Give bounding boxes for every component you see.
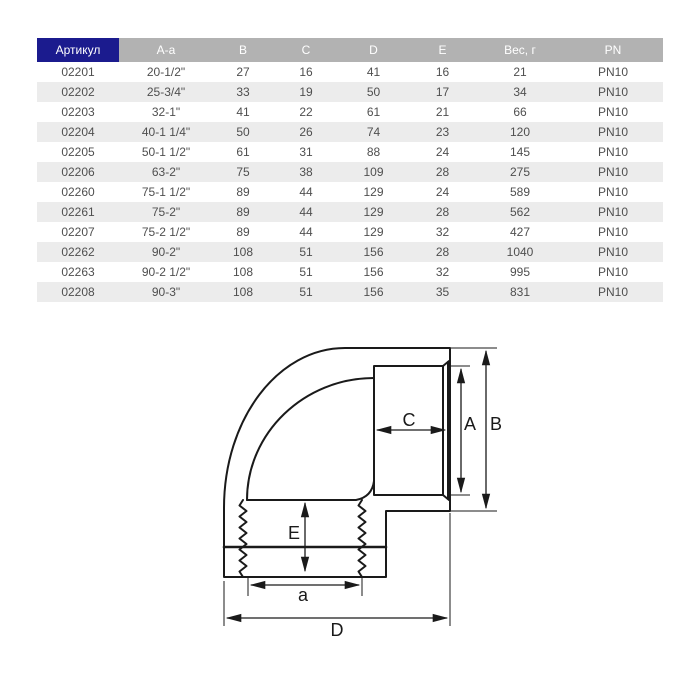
table-cell: 63-2" <box>151 165 181 179</box>
table-cell: 44 <box>299 185 313 199</box>
table-cell: 61 <box>366 105 381 119</box>
table-cell: 66 <box>513 105 527 119</box>
table-row <box>37 282 663 302</box>
table-cell: PN10 <box>597 105 629 119</box>
table-row <box>37 202 663 222</box>
column-header-0: Артикул <box>37 38 119 62</box>
table-cell: 40-1 1/4" <box>141 125 191 139</box>
table-cell: 75 <box>236 165 250 179</box>
table-cell: 02206 <box>61 165 95 179</box>
table-cell: 02261 <box>61 205 95 219</box>
column-header-7: PN <box>563 38 663 62</box>
table-cell: 51 <box>299 245 313 259</box>
table-cell: 129 <box>363 225 384 239</box>
table-cell: 02202 <box>61 85 95 99</box>
table-row <box>37 102 663 122</box>
table-cell: 90-2" <box>151 245 181 259</box>
table-cell: PN10 <box>597 285 629 299</box>
table-cell: 19 <box>299 85 313 99</box>
table-cell: 129 <box>363 205 384 219</box>
table-cell: PN10 <box>597 225 629 239</box>
table-cell: 22 <box>299 105 313 119</box>
table-cell: 28 <box>435 165 450 179</box>
table-cell: 41 <box>366 65 381 79</box>
table-cell: 75-2 1/2" <box>141 225 191 239</box>
table-cell: 89 <box>236 225 250 239</box>
table-cell: PN10 <box>597 145 629 159</box>
table-row <box>37 162 663 182</box>
table-cell: 156 <box>363 245 384 259</box>
table-cell: PN10 <box>597 165 629 179</box>
table-cell: 275 <box>509 165 531 179</box>
table-cell: 32 <box>435 225 450 239</box>
table-cell: 108 <box>232 265 254 279</box>
table-cell: 32-1" <box>151 105 181 119</box>
column-header-5: E <box>408 38 477 62</box>
table-cell: 51 <box>299 285 313 299</box>
table-cell: 38 <box>299 165 313 179</box>
table-row <box>37 62 663 82</box>
spec-table-header <box>37 38 663 62</box>
table-cell: 02262 <box>61 245 95 259</box>
table-cell: 44 <box>299 205 313 219</box>
table-cell: 17 <box>435 85 450 99</box>
table-cell: PN10 <box>597 205 629 219</box>
table-cell: 26 <box>299 125 313 139</box>
table-cell: 23 <box>435 125 450 139</box>
table-cell: 74 <box>366 125 381 139</box>
spec-table-body <box>37 62 663 302</box>
table-cell: 129 <box>363 185 384 199</box>
table-cell: 20-1/2" <box>146 65 186 79</box>
table-row <box>37 82 663 102</box>
table-cell: 89 <box>236 185 250 199</box>
table-cell: 145 <box>509 145 531 159</box>
table-cell: 25-3/4" <box>146 85 186 99</box>
table-cell: 109 <box>363 165 384 179</box>
table-cell: PN10 <box>597 85 629 99</box>
table-cell: 02260 <box>61 185 95 199</box>
table-cell: 156 <box>363 265 384 279</box>
table-cell: PN10 <box>597 185 629 199</box>
column-header-2: B <box>213 38 273 62</box>
table-cell: 75-2" <box>151 205 181 219</box>
fitting-diagram <box>195 330 515 670</box>
dim-label-a: A <box>463 414 477 434</box>
table-cell: 108 <box>232 285 254 299</box>
elbow-inner-arc <box>247 378 374 500</box>
table-cell: 427 <box>509 225 531 239</box>
table-cell: PN10 <box>597 265 629 279</box>
table-row <box>37 122 663 142</box>
thread-left-zigzag <box>240 500 247 577</box>
table-row <box>37 142 663 162</box>
table-cell: 32 <box>435 265 450 279</box>
table-cell: 02201 <box>61 65 95 79</box>
table-cell: 61 <box>236 145 250 159</box>
thread-bore-top <box>247 481 374 500</box>
table-cell: 562 <box>509 205 531 219</box>
table-cell: 75-1 1/2" <box>141 185 191 199</box>
table-cell: 831 <box>509 285 531 299</box>
table-cell: 24 <box>435 145 450 159</box>
table-row <box>37 262 663 282</box>
table-cell: PN10 <box>597 65 629 79</box>
table-cell: 28 <box>435 245 450 259</box>
column-header-6: Вес, г <box>477 38 563 62</box>
table-cell: 108 <box>232 245 254 259</box>
table-cell: 51 <box>299 265 313 279</box>
table-cell: 28 <box>435 205 450 219</box>
header-row <box>37 38 663 62</box>
table-row <box>37 182 663 202</box>
spec-table <box>37 38 663 302</box>
table-cell: 33 <box>236 85 250 99</box>
dim-label-b: B <box>489 414 503 434</box>
table-cell: 35 <box>435 285 450 299</box>
dim-label-e: E <box>287 523 301 543</box>
table-cell: 27 <box>236 65 250 79</box>
column-header-3: C <box>273 38 339 62</box>
table-cell: 21 <box>513 65 527 79</box>
table-cell: 31 <box>299 145 313 159</box>
table-cell: 02203 <box>61 105 95 119</box>
table-cell: 44 <box>299 225 313 239</box>
thread-right-zigzag <box>359 500 366 577</box>
table-cell: 589 <box>509 185 531 199</box>
table-cell: 34 <box>513 85 527 99</box>
table-cell: 88 <box>366 145 381 159</box>
dim-label-d: D <box>330 620 344 640</box>
table-row <box>37 242 663 262</box>
table-cell: 89 <box>236 205 250 219</box>
table-cell: 120 <box>509 125 531 139</box>
table-cell: 995 <box>509 265 531 279</box>
dim-label-c: C <box>402 410 416 430</box>
column-header-4: D <box>339 38 408 62</box>
table-cell: 50 <box>366 85 381 99</box>
table-cell: 24 <box>435 185 450 199</box>
table-cell: 90-3" <box>151 285 181 299</box>
table-cell: 50-1 1/2" <box>141 145 191 159</box>
table-cell: 02207 <box>61 225 95 239</box>
table-cell: 41 <box>236 105 250 119</box>
dim-label-a-small: a <box>297 585 309 605</box>
table-cell: 21 <box>435 105 450 119</box>
table-cell: 16 <box>299 65 313 79</box>
table-cell: 1040 <box>506 245 534 259</box>
table-cell: PN10 <box>597 245 629 259</box>
table-cell: 02204 <box>61 125 95 139</box>
table-cell: 156 <box>363 285 384 299</box>
table-cell: 02263 <box>61 265 95 279</box>
table-cell: 02205 <box>61 145 95 159</box>
table-cell: 90-2 1/2" <box>141 265 191 279</box>
table-cell: 50 <box>236 125 250 139</box>
table-cell: PN10 <box>597 125 629 139</box>
table-cell: 16 <box>435 65 450 79</box>
column-header-1: A-a <box>119 38 213 62</box>
table-cell: 02208 <box>61 285 95 299</box>
table-row <box>37 222 663 242</box>
